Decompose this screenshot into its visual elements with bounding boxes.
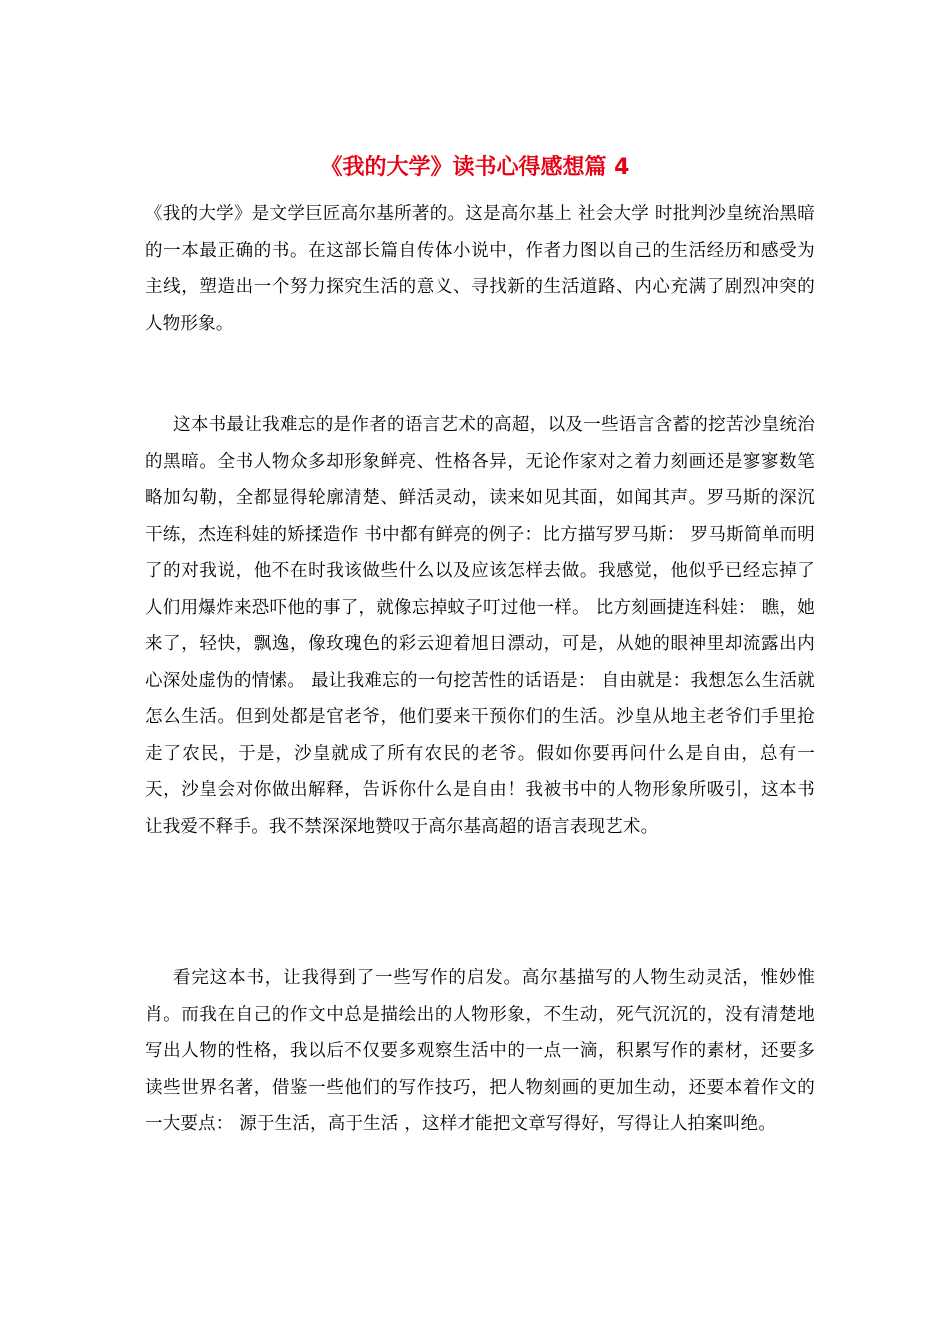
paragraph-writing-inspiration: 看完这本书，让我得到了一些写作的启发。高尔基描写的人物生动灵活，惟妙惟肖。而我在自己的作文中总是描绘出的人物形象，不生动，死气沉沉的，没有清楚地写出人物的性格，我以后不仅要多观察生活中的一点一滴，积累写作的素材，还要多读些世界名著，借鉴一些他们的写作技巧，把人物刻画的更加生动，还要本着作文的一大要点： 源于生活，高于生活 ，这样才能把文章写得好，写得让人拍案叫绝。 xyxy=(145,968,815,1134)
paragraph-intro: 《我的大学》是文学巨匠高尔基所著的。这是高尔基上 社会大学 时批判沙皇统治黑暗的一本最正确的书。在这部长篇自传体小说中，作者力图以自己的生活经历和感受为主线，塑造出一个努力探究生活的意义、寻找新的生活道路、内心充满了剧烈冲突的人物形象。 xyxy=(145,204,815,334)
document-title: 《我的大学》读书心得感想篇 4 xyxy=(320,155,630,180)
paragraph-language-art: 这本书最让我难忘的是作者的语言艺术的高超，以及一些语言含蓄的挖苦沙皇统治的黑暗。全书人物众多却形象鲜亮、性格各异，无论作家对之着力刻画还是寥寥数笔略加勾勒，全都显得轮廓清楚、鲜活灵动，读来如见其面，如闻其声。罗马斯的深沉干练，杰连科娃的矫揉造作 书中都有鲜亮的例子：比方描写罗马斯： 罗马斯简单而明了的对我说，他不在时我该做些什么以及应该怎样去做。我感觉，他似乎已经忘掉了人们用爆炸来恐吓他的事了，就像忘掉蚊子叮过他一样。 比方刻画捷连科娃： 瞧，她来了，轻快，飘逸，像玫瑰色的彩云迎着旭日漂动，可是，从她的眼神里却流露出内心深处虚伪的情愫。 最让我难忘的一句挖苦性的话语是： 自由就是：我想怎么生活就怎么生活。但到处都是官老爷，他们要来干预你们的生活。沙皇从地主老爷们手里抢走了农民，于是，沙皇就成了所有农民的老爷。假如你要再问什么是自由，总有一天，沙皇会对你做出解释，告诉你什么是自由！我被书中的人物形象所吸引，这本书让我爱不释手。我不禁深深地赞叹于高尔基高超的语言表现艺术。 xyxy=(145,415,815,837)
